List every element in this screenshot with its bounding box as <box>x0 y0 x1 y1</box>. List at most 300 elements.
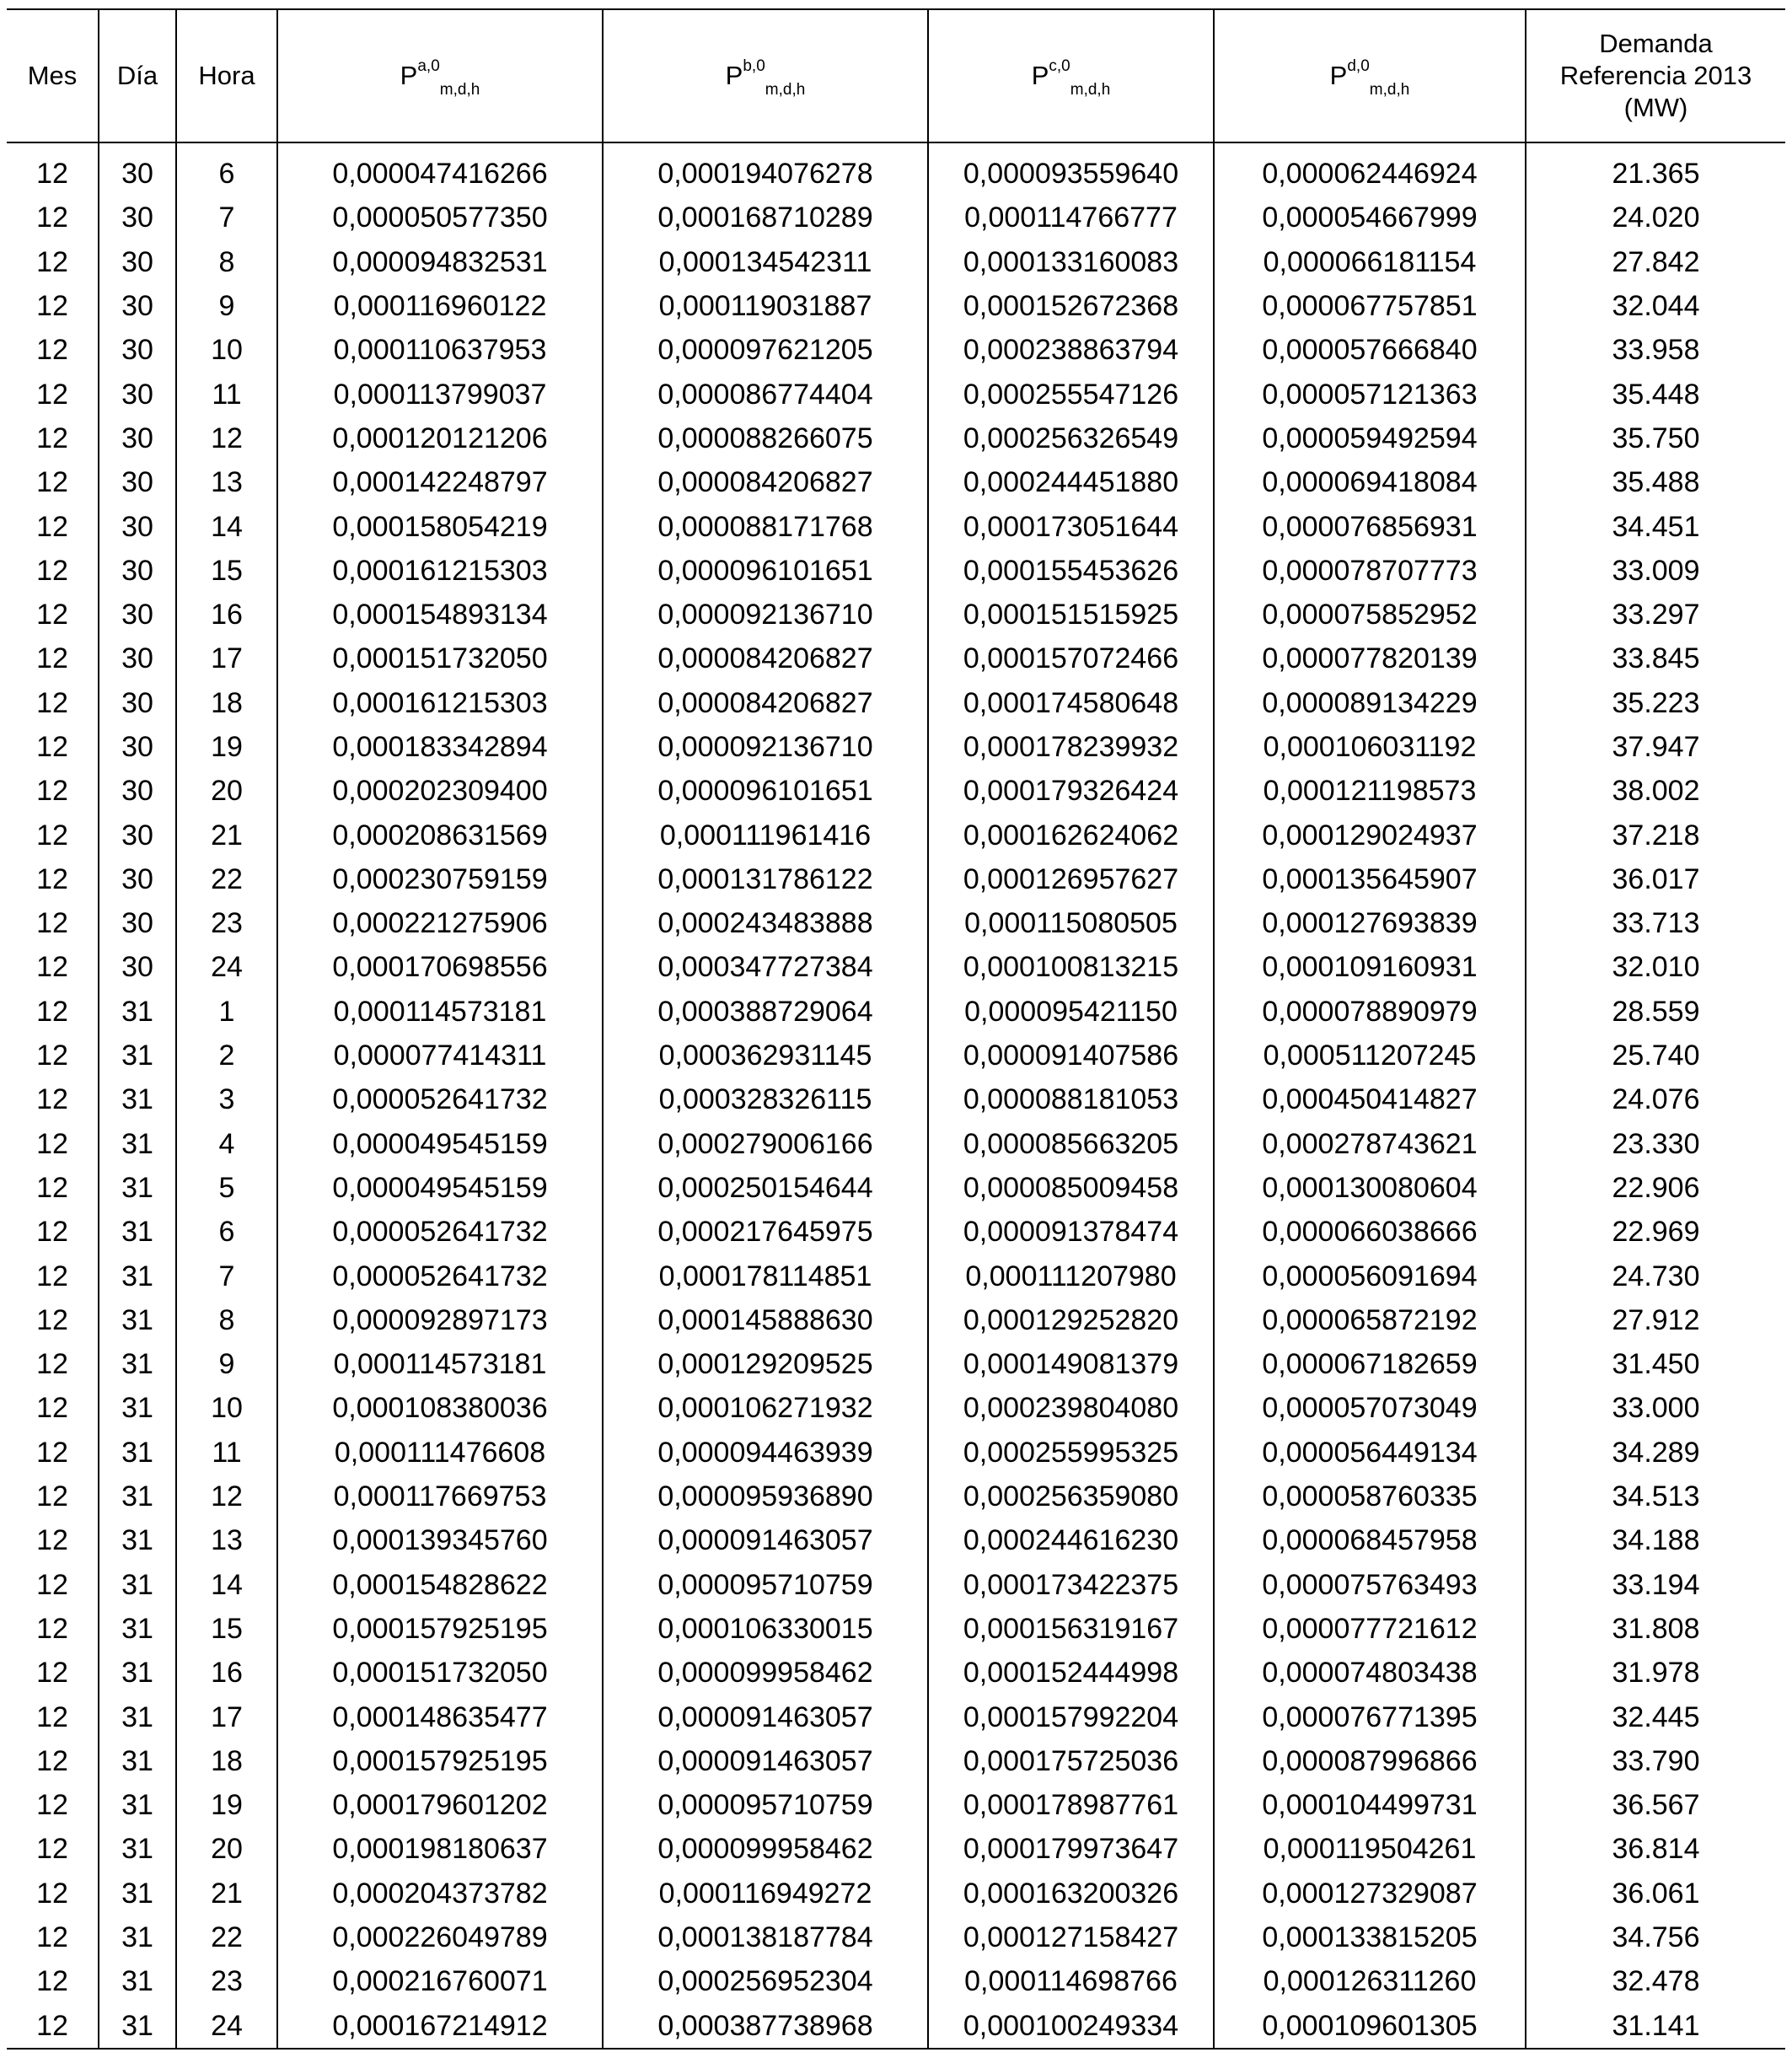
cell-pc: 0,000115080505 <box>928 901 1214 945</box>
table-row <box>7 593 1785 637</box>
cell-pa: 0,000094832531 <box>277 240 603 284</box>
cell-demanda: 37.947 <box>1526 725 1785 769</box>
cell-pc: 0,000256359080 <box>928 1475 1214 1518</box>
table-row <box>7 1034 1785 1077</box>
cell-demanda: 31.450 <box>1526 1342 1785 1386</box>
cell-dia: 31 <box>99 1122 176 1166</box>
cell-dia: 31 <box>99 1607 176 1651</box>
cell-pa: 0,000113799037 <box>277 372 603 416</box>
cell-pd: 0,000068457958 <box>1214 1518 1526 1562</box>
cell-demanda: 36.061 <box>1526 1872 1785 1915</box>
header-pd <box>1214 9 1526 142</box>
cell-pb: 0,000328326115 <box>603 1077 928 1121</box>
header-pa <box>277 9 603 142</box>
cell-hora: 6 <box>176 1210 277 1254</box>
cell-dia: 31 <box>99 990 176 1034</box>
cell-dia: 31 <box>99 1431 176 1475</box>
cell-mes: 12 <box>36 599 68 631</box>
cell-pc: 0,000179326424 <box>928 769 1214 813</box>
cell-mes: 12 <box>36 1127 68 1160</box>
cell-pa: 0,000052641732 <box>277 1077 603 1121</box>
cell-dia: 31 <box>99 2003 176 2048</box>
cell-pc: 0,000163200326 <box>928 1872 1214 1915</box>
table-row <box>7 1563 1785 1607</box>
cell-pb: 0,000092136710 <box>603 725 928 769</box>
cell-pd: 0,000057073049 <box>1214 1386 1526 1430</box>
cell-demanda: 33.790 <box>1526 1739 1785 1783</box>
cell-pb: 0,000279006166 <box>603 1122 928 1166</box>
table-header <box>7 9 1785 142</box>
cell-hora: 8 <box>176 1298 277 1342</box>
cell-pb: 0,000088266075 <box>603 416 928 460</box>
table-row <box>7 2003 1785 2048</box>
table-row <box>7 142 1785 196</box>
cell-pc: 0,000127158427 <box>928 1915 1214 1959</box>
cell-pa: 0,000208631569 <box>277 813 603 857</box>
table-row <box>7 725 1785 769</box>
cell-pb: 0,000088171768 <box>603 504 928 548</box>
cell-mes: 12 <box>36 642 68 675</box>
cell-pc: 0,000100813215 <box>928 945 1214 989</box>
cell-mes: 12 <box>36 1965 68 1998</box>
cell-dia: 31 <box>99 1342 176 1386</box>
cell-mes: 12 <box>36 731 68 763</box>
cell-demanda: 27.842 <box>1526 240 1785 284</box>
cell-pb: 0,000091463057 <box>603 1518 928 1562</box>
cell-mes: 12 <box>36 334 68 367</box>
cell-pc: 0,000149081379 <box>928 1342 1214 1386</box>
cell-pa: 0,000047416266 <box>277 142 603 196</box>
cell-mes: 12 <box>36 1216 68 1249</box>
cell-pa: 0,000161215303 <box>277 681 603 725</box>
cell-dia: 30 <box>99 460 176 504</box>
cell-demanda: 33.297 <box>1526 593 1785 637</box>
cell-dia: 30 <box>99 416 176 460</box>
cell-pb: 0,000134542311 <box>603 240 928 284</box>
table-row <box>7 1342 1785 1386</box>
cell-dia: 31 <box>99 1298 176 1342</box>
cell-pb: 0,000099958462 <box>603 1827 928 1871</box>
cell-pa: 0,000167214912 <box>277 2003 603 2048</box>
cell-hora: 23 <box>176 1959 277 2003</box>
cell-hora: 17 <box>176 637 277 680</box>
cell-pb: 0,000106330015 <box>603 1607 928 1651</box>
table-row <box>7 813 1785 857</box>
cell-pb: 0,000116949272 <box>603 1872 928 1915</box>
cell-hora: 19 <box>176 1783 277 1827</box>
cell-pa: 0,000226049789 <box>277 1915 603 1959</box>
table-row <box>7 504 1785 548</box>
table-body <box>7 142 1785 2049</box>
cell-pa: 0,000151732050 <box>277 1651 603 1695</box>
cell-dia: 30 <box>99 637 176 680</box>
cell-dia: 31 <box>99 1518 176 1562</box>
cell-pa: 0,000052641732 <box>277 1210 603 1254</box>
cell-pd: 0,000106031192 <box>1214 725 1526 769</box>
cell-pd: 0,000450414827 <box>1214 1077 1526 1121</box>
cell-pc: 0,000085663205 <box>928 1122 1214 1166</box>
cell-hora: 15 <box>176 549 277 593</box>
cell-pa: 0,000108380036 <box>277 1386 603 1430</box>
cell-demanda: 28.559 <box>1526 990 1785 1034</box>
cell-demanda: 24.076 <box>1526 1077 1785 1121</box>
cell-hora: 21 <box>176 1872 277 1915</box>
cell-hora: 24 <box>176 2003 277 2048</box>
cell-demanda: 31.141 <box>1526 2003 1785 2048</box>
table-row <box>7 857 1785 901</box>
cell-pc: 0,000093559640 <box>928 142 1214 196</box>
cell-hora: 20 <box>176 1827 277 1871</box>
cell-mes: 12 <box>36 1744 68 1777</box>
cell-pd: 0,000057121363 <box>1214 372 1526 416</box>
cell-pc: 0,000244616230 <box>928 1518 1214 1562</box>
header-pc <box>928 9 1214 142</box>
cell-pb: 0,000099958462 <box>603 1651 928 1695</box>
table-row <box>7 372 1785 416</box>
cell-demanda: 32.044 <box>1526 284 1785 328</box>
cell-dia: 31 <box>99 1034 176 1077</box>
cell-hora: 3 <box>176 1077 277 1121</box>
cell-dia: 31 <box>99 1563 176 1607</box>
cell-pc: 0,000175725036 <box>928 1739 1214 1783</box>
cell-demanda: 21.365 <box>1526 142 1785 196</box>
cell-mes: 12 <box>36 862 68 895</box>
cell-demanda: 33.845 <box>1526 637 1785 680</box>
cell-pa: 0,000154828622 <box>277 1563 603 1607</box>
cell-pd: 0,000054667999 <box>1214 196 1526 239</box>
cell-pc: 0,000126957627 <box>928 857 1214 901</box>
cell-pa: 0,000116960122 <box>277 284 603 328</box>
cell-pa: 0,000161215303 <box>277 549 603 593</box>
cell-pb: 0,000129209525 <box>603 1342 928 1386</box>
cell-mes: 12 <box>36 1260 68 1292</box>
cell-pb: 0,000138187784 <box>603 1915 928 1959</box>
cell-pc: 0,000256326549 <box>928 416 1214 460</box>
cell-mes: 12 <box>36 466 68 499</box>
header-hora: Hora <box>176 9 277 142</box>
cell-pc: 0,000133160083 <box>928 240 1214 284</box>
cell-dia: 30 <box>99 196 176 239</box>
cell-dia: 30 <box>99 549 176 593</box>
cell-mes: 12 <box>36 1171 68 1204</box>
cell-dia: 30 <box>99 901 176 945</box>
cell-demanda: 34.188 <box>1526 1518 1785 1562</box>
cell-pb: 0,000095710759 <box>603 1563 928 1607</box>
cell-pb: 0,000243483888 <box>603 901 928 945</box>
table-row <box>7 1210 1785 1254</box>
cell-dia: 31 <box>99 1077 176 1121</box>
cell-pb: 0,000362931145 <box>603 1034 928 1077</box>
cell-dia: 31 <box>99 1475 176 1518</box>
cell-pd: 0,000126311260 <box>1214 1959 1526 2003</box>
cell-dia: 30 <box>99 142 176 196</box>
cell-demanda: 27.912 <box>1526 1298 1785 1342</box>
cell-demanda: 31.808 <box>1526 1607 1785 1651</box>
cell-pd: 0,000511207245 <box>1214 1034 1526 1077</box>
cell-pa: 0,000216760071 <box>277 1959 603 2003</box>
cell-pc: 0,000091407586 <box>928 1034 1214 1077</box>
cell-mes: 12 <box>36 1833 68 1866</box>
cell-dia: 30 <box>99 813 176 857</box>
cell-pc: 0,000178987761 <box>928 1783 1214 1827</box>
cell-pc: 0,000091378474 <box>928 1210 1214 1254</box>
cell-pd: 0,000109601305 <box>1214 2003 1526 2048</box>
cell-demanda: 38.002 <box>1526 769 1785 813</box>
cell-hora: 4 <box>176 1122 277 1166</box>
cell-pb: 0,000091463057 <box>603 1739 928 1783</box>
cell-pa: 0,000183342894 <box>277 725 603 769</box>
cell-pa: 0,000204373782 <box>277 1872 603 1915</box>
pb-symbol: P$^{b,0}_{m,d,h}$ <box>725 57 806 99</box>
cell-pa: 0,000202309400 <box>277 769 603 813</box>
table-row <box>7 901 1785 945</box>
cell-pb: 0,000095936890 <box>603 1475 928 1518</box>
cell-demanda: 32.478 <box>1526 1959 1785 2003</box>
cell-pc: 0,000114766777 <box>928 196 1214 239</box>
cell-pb: 0,000084206827 <box>603 460 928 504</box>
table-row <box>7 1077 1785 1121</box>
cell-dia: 30 <box>99 945 176 989</box>
cell-hora: 20 <box>176 769 277 813</box>
cell-mes: 12 <box>36 1568 68 1601</box>
header-pb <box>603 9 928 142</box>
cell-mes: 12 <box>36 290 68 323</box>
cell-mes: 12 <box>36 1392 68 1425</box>
table-row <box>7 549 1785 593</box>
cell-pd: 0,000121198573 <box>1214 769 1526 813</box>
cell-pc: 0,000156319167 <box>928 1607 1214 1651</box>
table-row <box>7 1739 1785 1783</box>
cell-mes: 12 <box>36 819 68 852</box>
cell-pc: 0,000114698766 <box>928 1959 1214 2003</box>
cell-pc: 0,000100249334 <box>928 2003 1214 2048</box>
cell-mes: 12 <box>36 775 68 808</box>
cell-mes: 12 <box>36 1877 68 1910</box>
table-row <box>7 1122 1785 1166</box>
cell-demanda: 24.020 <box>1526 196 1785 239</box>
table-row <box>7 284 1785 328</box>
cell-pd: 0,000069418084 <box>1214 460 1526 504</box>
cell-pc: 0,000255995325 <box>928 1431 1214 1475</box>
cell-hora: 13 <box>176 460 277 504</box>
cell-demanda: 32.445 <box>1526 1695 1785 1738</box>
cell-hora: 9 <box>176 284 277 328</box>
cell-pd: 0,000127693839 <box>1214 901 1526 945</box>
cell-pd: 0,000067757851 <box>1214 284 1526 328</box>
cell-pb: 0,000388729064 <box>603 990 928 1034</box>
cell-hora: 10 <box>176 328 277 372</box>
cell-mes: 12 <box>36 1083 68 1116</box>
table-row <box>7 1298 1785 1342</box>
table-row <box>7 1475 1785 1518</box>
cell-pd: 0,000075763493 <box>1214 1563 1526 1607</box>
pd-symbol: P$^{d,0}_{m,d,h}$ <box>1329 57 1410 99</box>
cell-mes: 12 <box>36 1700 68 1733</box>
cell-demanda: 33.713 <box>1526 901 1785 945</box>
cell-pc: 0,000151515925 <box>928 593 1214 637</box>
table-row <box>7 1959 1785 2003</box>
cell-pa: 0,000114573181 <box>277 1342 603 1386</box>
cell-mes: 12 <box>36 1303 68 1336</box>
cell-pb: 0,000106271932 <box>603 1386 928 1430</box>
cell-pc: 0,000174580648 <box>928 681 1214 725</box>
cell-pa: 0,000117669753 <box>277 1475 603 1518</box>
header-demanda: Demanda Referencia 2013 (MW) <box>1526 9 1785 142</box>
cell-pc: 0,000255547126 <box>928 372 1214 416</box>
cell-pa: 0,000148635477 <box>277 1695 603 1738</box>
cell-pd: 0,000119504261 <box>1214 1827 1526 1871</box>
cell-demanda: 35.750 <box>1526 416 1785 460</box>
cell-pa: 0,000154893134 <box>277 593 603 637</box>
cell-pb: 0,000096101651 <box>603 769 928 813</box>
cell-demanda: 33.958 <box>1526 328 1785 372</box>
table-row <box>7 328 1785 372</box>
cell-pc: 0,000129252820 <box>928 1298 1214 1342</box>
pc-symbol: P$^{c,0}_{m,d,h}$ <box>1031 57 1111 99</box>
cell-mes: 12 <box>36 201 68 234</box>
header-dia: Día <box>99 9 176 142</box>
cell-dia: 30 <box>99 372 176 416</box>
cell-hora: 14 <box>176 504 277 548</box>
table-row <box>7 1518 1785 1562</box>
cell-demanda: 23.330 <box>1526 1122 1785 1166</box>
cell-pd: 0,000066181154 <box>1214 240 1526 284</box>
cell-pb: 0,000096101651 <box>603 549 928 593</box>
cell-pd: 0,000065872192 <box>1214 1298 1526 1342</box>
cell-hora: 12 <box>176 1475 277 1518</box>
cell-pb: 0,000347727384 <box>603 945 928 989</box>
cell-hora: 7 <box>176 196 277 239</box>
cell-dia: 31 <box>99 1386 176 1430</box>
cell-pd: 0,000078890979 <box>1214 990 1526 1034</box>
cell-mes: 12 <box>7 2003 99 2048</box>
cell-pd: 0,000077820139 <box>1214 637 1526 680</box>
hourly-coefficients-table <box>7 8 1785 2050</box>
cell-pb: 0,000084206827 <box>603 681 928 725</box>
cell-pa: 0,000157925195 <box>277 1607 603 1651</box>
cell-dia: 31 <box>99 1210 176 1254</box>
cell-pb: 0,000145888630 <box>603 1298 928 1342</box>
cell-pd: 0,000062446924 <box>1214 142 1526 196</box>
cell-pd: 0,000076856931 <box>1214 504 1526 548</box>
cell-mes: 12 <box>36 951 68 984</box>
cell-pc: 0,000152444998 <box>928 1651 1214 1695</box>
cell-pc: 0,000178239932 <box>928 725 1214 769</box>
cell-pa: 0,000221275906 <box>277 901 603 945</box>
cell-dia: 30 <box>99 857 176 901</box>
cell-pb: 0,000387738968 <box>603 2003 928 2048</box>
cell-demanda: 35.488 <box>1526 460 1785 504</box>
cell-pa: 0,000142248797 <box>277 460 603 504</box>
cell-mes: 12 <box>36 378 68 411</box>
cell-pa: 0,000230759159 <box>277 857 603 901</box>
cell-dia: 31 <box>99 1166 176 1210</box>
cell-demanda: 24.730 <box>1526 1254 1785 1297</box>
table-row <box>7 637 1785 680</box>
cell-pc: 0,000157072466 <box>928 637 1214 680</box>
cell-mes: 12 <box>36 245 68 278</box>
cell-pd: 0,000133815205 <box>1214 1915 1526 1959</box>
cell-pb: 0,000084206827 <box>603 637 928 680</box>
table-row <box>7 681 1785 725</box>
cell-dia: 30 <box>99 328 176 372</box>
cell-pd: 0,000077721612 <box>1214 1607 1526 1651</box>
cell-dia: 30 <box>99 725 176 769</box>
cell-pd: 0,000066038666 <box>1214 1210 1526 1254</box>
cell-pd: 0,000075852952 <box>1214 593 1526 637</box>
cell-hora: 22 <box>176 857 277 901</box>
cell-pd: 0,000076771395 <box>1214 1695 1526 1738</box>
cell-pb: 0,000168710289 <box>603 196 928 239</box>
cell-mes: 12 <box>36 1921 68 1954</box>
table-row <box>7 1254 1785 1297</box>
cell-dia: 30 <box>99 284 176 328</box>
table-row <box>7 1166 1785 1210</box>
cell-dia: 30 <box>99 504 176 548</box>
cell-pc: 0,000162624062 <box>928 813 1214 857</box>
cell-pd: 0,000129024937 <box>1214 813 1526 857</box>
cell-mes: 12 <box>36 686 68 719</box>
cell-mes: 12 <box>36 510 68 543</box>
cell-hora: 19 <box>176 725 277 769</box>
cell-pb: 0,000092136710 <box>603 593 928 637</box>
cell-demanda: 34.513 <box>1526 1475 1785 1518</box>
cell-pd: 0,000078707773 <box>1214 549 1526 593</box>
cell-pc: 0,000111207980 <box>928 1254 1214 1297</box>
cell-mes: 12 <box>36 1480 68 1513</box>
cell-pd: 0,000135645907 <box>1214 857 1526 901</box>
cell-mes: 12 <box>36 1348 68 1381</box>
cell-hora: 13 <box>176 1518 277 1562</box>
cell-pa: 0,000111476608 <box>277 1431 603 1475</box>
cell-pc: 0,000095421150 <box>928 990 1214 1034</box>
cell-mes: 12 <box>36 1612 68 1645</box>
cell-dia: 31 <box>99 1915 176 1959</box>
cell-hora: 6 <box>176 142 277 196</box>
cell-mes: 12 <box>36 907 68 940</box>
table-row <box>7 240 1785 284</box>
cell-pa: 0,000170698556 <box>277 945 603 989</box>
cell-hora: 11 <box>176 1431 277 1475</box>
cell-dia: 31 <box>99 1739 176 1783</box>
cell-demanda: 37.218 <box>1526 813 1785 857</box>
cell-pa: 0,000110637953 <box>277 328 603 372</box>
cell-pd: 0,000074803438 <box>1214 1651 1526 1695</box>
cell-demanda: 35.448 <box>1526 372 1785 416</box>
cell-dia: 31 <box>99 1783 176 1827</box>
cell-mes: 12 <box>36 995 68 1028</box>
cell-hora: 8 <box>176 240 277 284</box>
cell-pa: 0,000198180637 <box>277 1827 603 1871</box>
cell-pb: 0,000131786122 <box>603 857 928 901</box>
cell-dia: 31 <box>99 1827 176 1871</box>
cell-pa: 0,000052641732 <box>277 1254 603 1297</box>
cell-pb: 0,000119031887 <box>603 284 928 328</box>
cell-dia: 31 <box>99 1651 176 1695</box>
cell-pd: 0,000130080604 <box>1214 1166 1526 1210</box>
cell-pd: 0,000057666840 <box>1214 328 1526 372</box>
cell-pc: 0,000179973647 <box>928 1827 1214 1871</box>
cell-pa: 0,000092897173 <box>277 1298 603 1342</box>
cell-pc: 0,000085009458 <box>928 1166 1214 1210</box>
cell-mes: 12 <box>36 1789 68 1822</box>
table-row <box>7 1915 1785 1959</box>
cell-dia: 31 <box>99 1872 176 1915</box>
cell-pc: 0,000157992204 <box>928 1695 1214 1738</box>
table-row <box>7 990 1785 1034</box>
cell-hora: 9 <box>176 1342 277 1386</box>
cell-pb: 0,000086774404 <box>603 372 928 416</box>
